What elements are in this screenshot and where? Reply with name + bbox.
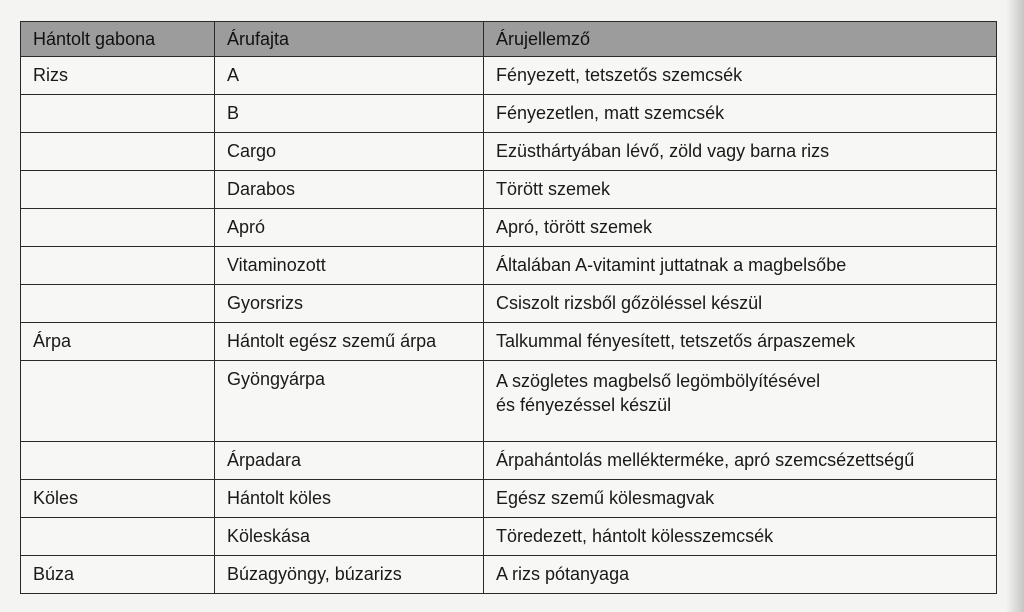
type-cell: Darabos (215, 171, 484, 209)
grain-cell (21, 209, 215, 247)
header-row (21, 22, 997, 57)
type-cell: Gyorsrizs (215, 285, 484, 323)
type-cell: Köleskása (215, 518, 484, 556)
table-header (21, 22, 997, 57)
grain-table (20, 21, 997, 594)
table-row (21, 209, 997, 247)
feature-cell (484, 361, 997, 442)
grain-cell (21, 133, 215, 171)
feature-cell: Fényezett, tetszetős szemcsék (484, 57, 997, 95)
grain-cell (21, 285, 215, 323)
type-cell: Búzagyöngy, búzarizs (215, 556, 484, 594)
grain-cell (21, 442, 215, 480)
feature-cell: Talkummal fényesített, tetszetős árpaszemek (484, 323, 997, 361)
grain-cell: Köles (21, 480, 215, 518)
table-row (21, 171, 997, 209)
type-cell: Hántolt köles (215, 480, 484, 518)
page-edge-shadow (1006, 0, 1024, 612)
table-row (21, 323, 997, 361)
header-feature: Árujellemző (484, 22, 997, 57)
type-cell: B (215, 95, 484, 133)
table-row (21, 95, 997, 133)
grain-cell: Árpa (21, 323, 215, 361)
table-row (21, 480, 997, 518)
grain-cell (21, 361, 215, 442)
type-cell: A (215, 57, 484, 95)
feature-cell: Apró, törött szemek (484, 209, 997, 247)
type-cell: Apró (215, 209, 484, 247)
type-cell: Hántolt egész szemű árpa (215, 323, 484, 361)
table-row (21, 442, 997, 480)
table-row (21, 285, 997, 323)
feature-cell: Fényezetlen, matt szemcsék (484, 95, 997, 133)
grain-cell (21, 171, 215, 209)
type-cell: Gyöngyárpa (215, 361, 484, 442)
grain-cell: Rizs (21, 57, 215, 95)
feature-cell: Általában A-vitamint juttatnak a magbelsőbe (484, 247, 997, 285)
grain-cell (21, 518, 215, 556)
grain-cell (21, 95, 215, 133)
type-cell: Cargo (215, 133, 484, 171)
feature-cell: Árpahántolás mellékterméke, apró szemcsézettségű (484, 442, 997, 480)
grain-cell (21, 247, 215, 285)
type-cell: Vitaminozott (215, 247, 484, 285)
header-type: Árufajta (215, 22, 484, 57)
feature-cell: Törött szemek (484, 171, 997, 209)
feature-cell: Ezüsthártyában lévő, zöld vagy barna rizs (484, 133, 997, 171)
header-grain: Hántolt gabona (21, 22, 215, 57)
type-cell: Árpadara (215, 442, 484, 480)
table-row (21, 556, 997, 594)
table-row (21, 57, 997, 95)
feature-cell: Csiszolt rizsből gőzöléssel készül (484, 285, 997, 323)
table-row (21, 247, 997, 285)
table-row (21, 133, 997, 171)
table-row (21, 361, 997, 442)
grain-cell: Búza (21, 556, 215, 594)
feature-line-2: és fényezéssel készül (496, 395, 672, 415)
table-row (21, 518, 997, 556)
feature-cell: A rizs pótanyaga (484, 556, 997, 594)
feature-line-1: A szögletes magbelső legömbölyítésével (496, 371, 821, 391)
feature-cell: Töredezett, hántolt kölesszemcsék (484, 518, 997, 556)
feature-cell: Egész szemű kölesmagvak (484, 480, 997, 518)
table-body (21, 57, 997, 594)
